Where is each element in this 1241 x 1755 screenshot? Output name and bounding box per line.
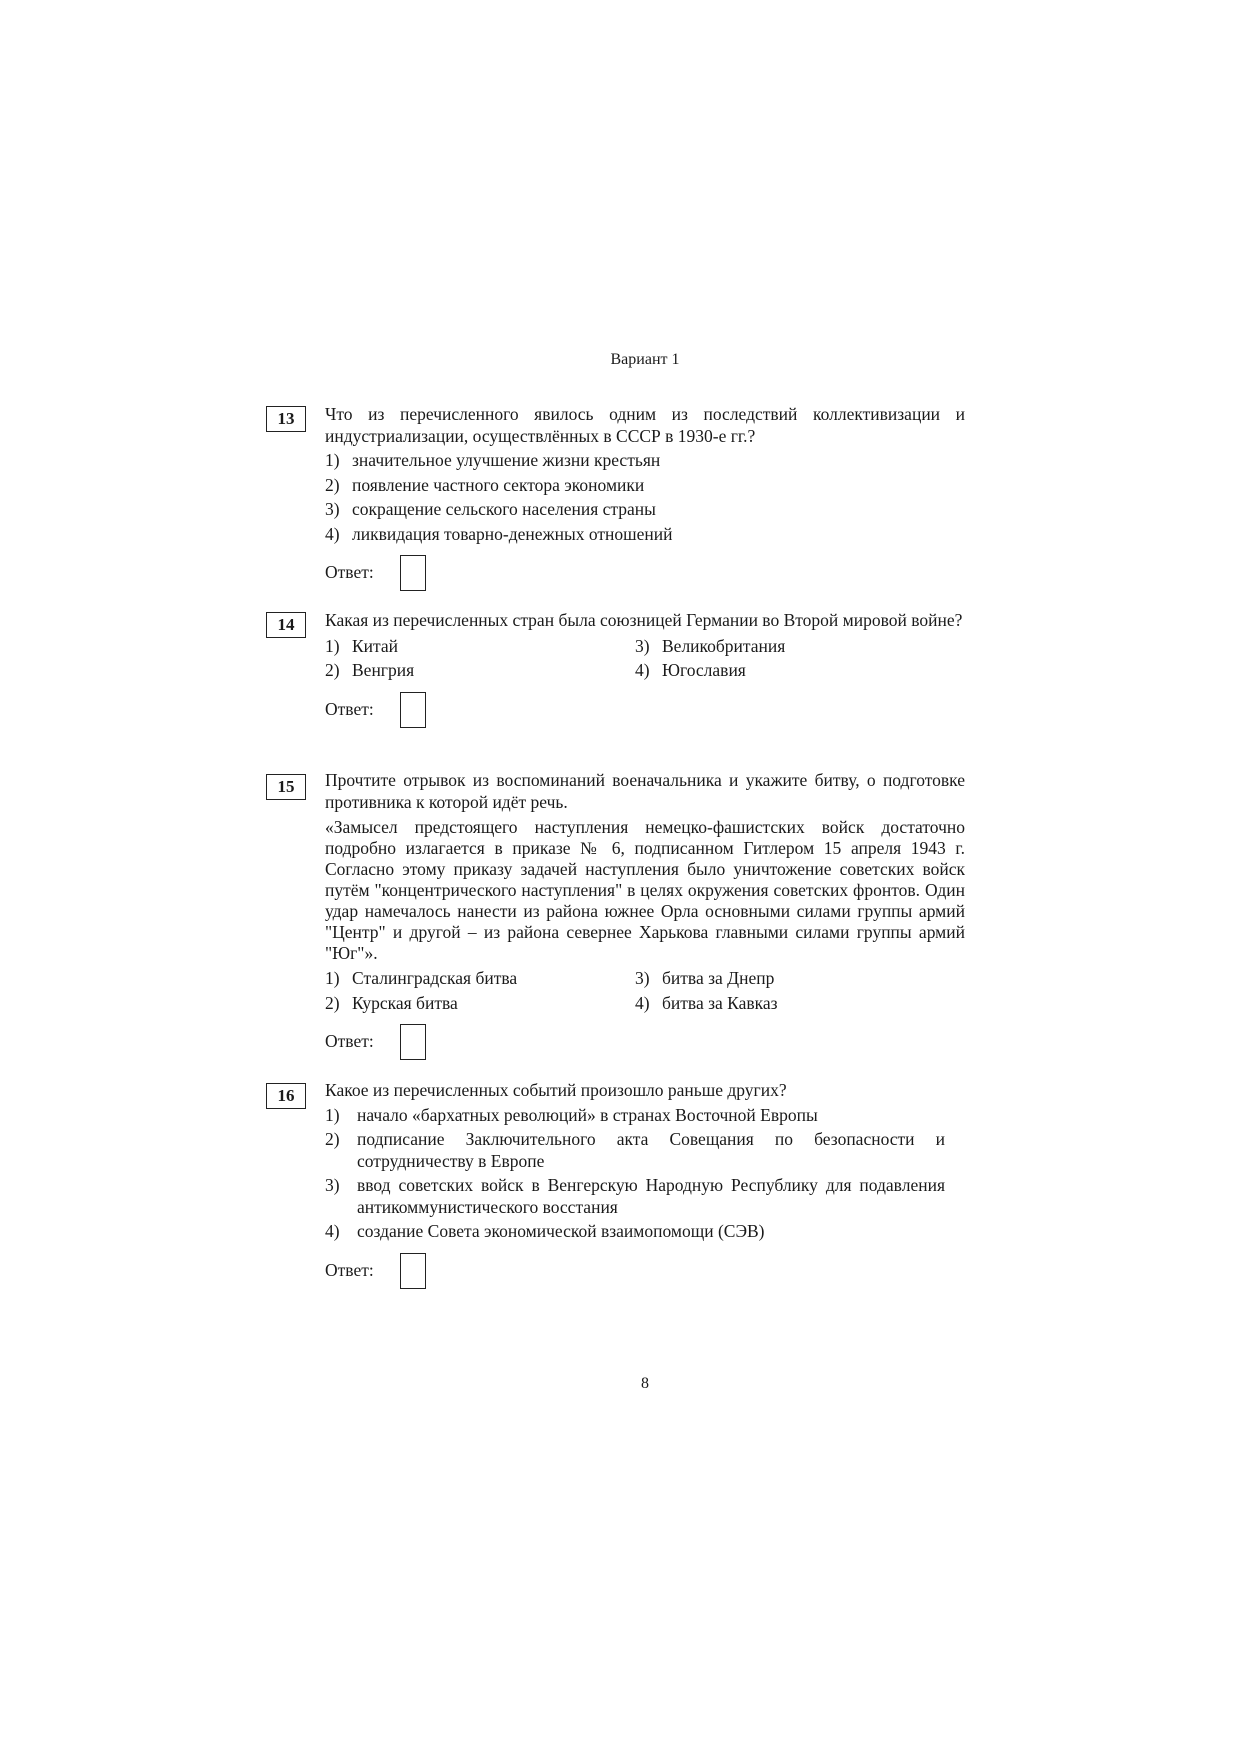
option: 1) Сталинградская битва (325, 968, 518, 988)
option: 3) ввод советских войск в Венгерскую Народную Республику для подавления антикоммунистического восстания (325, 1175, 945, 1217)
answer-label: Ответ: (325, 1259, 374, 1280)
task-body (325, 610, 965, 728)
option: 1) Китай (325, 635, 399, 656)
task-body (325, 1080, 945, 1289)
answer-box[interactable] (400, 555, 426, 591)
answer-box[interactable] (400, 692, 426, 728)
option: 1) значительное улучшение жизни крестьян (325, 450, 661, 470)
task-number: 16 (266, 1083, 306, 1109)
options-grid (325, 636, 965, 682)
task-number: 15 (266, 774, 306, 800)
task-number: 13 (266, 406, 306, 432)
question-text: Какое из перечисленных событий произошло раньше других? (325, 1080, 787, 1100)
task-number: 14 (266, 612, 306, 638)
answer-label: Ответ: (325, 562, 374, 583)
question-text: Что из перечисленного явилось одним из последствий коллективизации и индустриализации, осуществлённых в СССР в 1930-е гг.? (325, 404, 965, 446)
options-list (325, 450, 965, 545)
answer-row (325, 692, 965, 728)
option: 4) Югославия (635, 660, 746, 680)
option: 4) ликвидация товарно-денежных отношений (325, 523, 673, 544)
option: 2) появление частного сектора экономики (325, 474, 645, 495)
option: 2) подписание Заключительного акта Совещания по безопасности и сотрудничеству в Европе (325, 1129, 945, 1171)
task-body (325, 404, 965, 591)
option: 4) битва за Кавказ (635, 992, 778, 1013)
variant-header: Вариант 1 (610, 351, 680, 368)
answer-box[interactable] (400, 1024, 426, 1060)
quote-text: «Замысел предстоящего наступления немецко-фашистских войск достаточно подробно излагается в приказе № 6, подписанном Гитлером 15 апреля 1943 г. Согласно этому приказу задачей наступления было уничтожение советских войск путём "концентрического наступления" в целях окружения советских фронтов. Один удар намечалось нанести из района южнее Орла основными силами группы армий "Центр" и другой – из района севернее Харькова главными силами группы армий "Юг"». (325, 817, 965, 963)
option: 4) создание Совета экономической взаимопомощи (СЭВ) (325, 1221, 765, 1241)
task-body (325, 770, 965, 1060)
answer-row (325, 555, 965, 591)
question-text: Прочтите отрывок из воспоминаний военачальника и укажите битву, о подготовке противника к которой идёт речь. (325, 770, 965, 812)
answer-row (325, 1024, 965, 1060)
option: 3) сокращение сельского населения страны (325, 499, 656, 519)
answer-row (325, 1253, 945, 1289)
answer-label: Ответ: (325, 698, 374, 719)
option: 3) битва за Днепр (635, 968, 775, 988)
answer-label: Ответ: (325, 1031, 374, 1052)
answer-box[interactable] (400, 1253, 426, 1289)
page-number: 8 (641, 1375, 649, 1392)
option: 2) Курская битва (325, 992, 458, 1013)
options-grid (325, 968, 965, 1014)
options-list (325, 1105, 945, 1243)
question-text: Какая из перечисленных стран была союзницей Германии во Второй мировой войне? (325, 610, 963, 630)
option: 3) Великобритания (635, 635, 786, 656)
option: 2) Венгрия (325, 660, 415, 680)
option: 1) начало «бархатных революций» в странах Восточной Европы (325, 1104, 818, 1125)
